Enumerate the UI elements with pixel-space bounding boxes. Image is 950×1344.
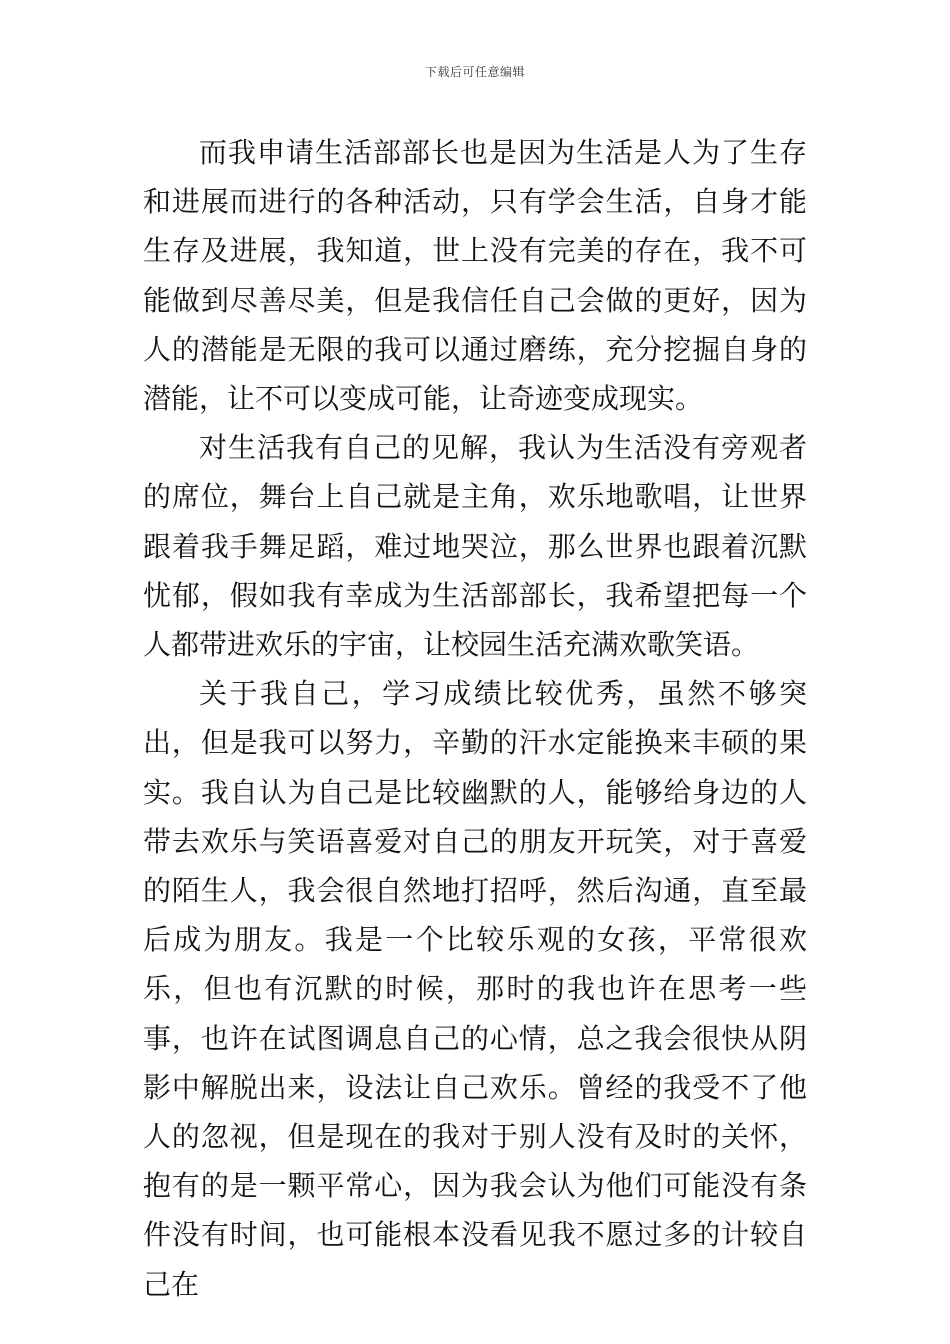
page-header: 下载后可任意编辑 bbox=[424, 65, 525, 79]
paragraph-2: 对生活我有自己的见解，我认为生活没有旁观者的席位，舞台上自己就是主角，欢乐地歌唱，让世界跟着我手舞足蹈，难过地哭泣，那么世界也跟着沉默忧郁，假如我有幸成为生活部部长，我希望把每一个人都带进欢乐的宇宙，让校园生活充满欢歌笑语。 bbox=[143, 431, 807, 662]
document-body bbox=[143, 128, 807, 1309]
paragraph-3: 关于我自己，学习成绩比较优秀，虽然不够突出，但是我可以努力，辛勤的汗水定能换来丰硕的果实。我自认为自己是比较幽默的人，能够给身边的人带去欢乐与笑语喜爱对自己的朋友开玩笑，对于喜爱的陌生人，我会很自然地打招呼，然后沟通，直至最后成为朋友。我是一个比较乐观的女孩，平常很欢乐，但也有沉默的时候，那时的我也许在思考一些事，也许在试图调息自己的心情，总之我会很快从阴影中解脱出来，设法让自己欢乐。曾经的我受不了他人的忽视，但是现在的我对于别人没有及时的关怀，抱有的是一颗平常心，因为我会认为他们可能没有条件没有时间，也可能根本没看见我不愿过多的计较自己在 bbox=[143, 677, 807, 1301]
paragraph-1: 而我申请生活部部长也是因为生活是人为了生存和进展而进行的各种活动，只有学会生活，自身才能生存及进展，我知道，世上没有完美的存在，我不可能做到尽善尽美，但是我信任自己会做的更好，因为人的潜能是无限的我可以通过磨练，充分挖掘自身的潜能，让不可以变成可能，让奇迹变成现实。 bbox=[143, 136, 807, 416]
